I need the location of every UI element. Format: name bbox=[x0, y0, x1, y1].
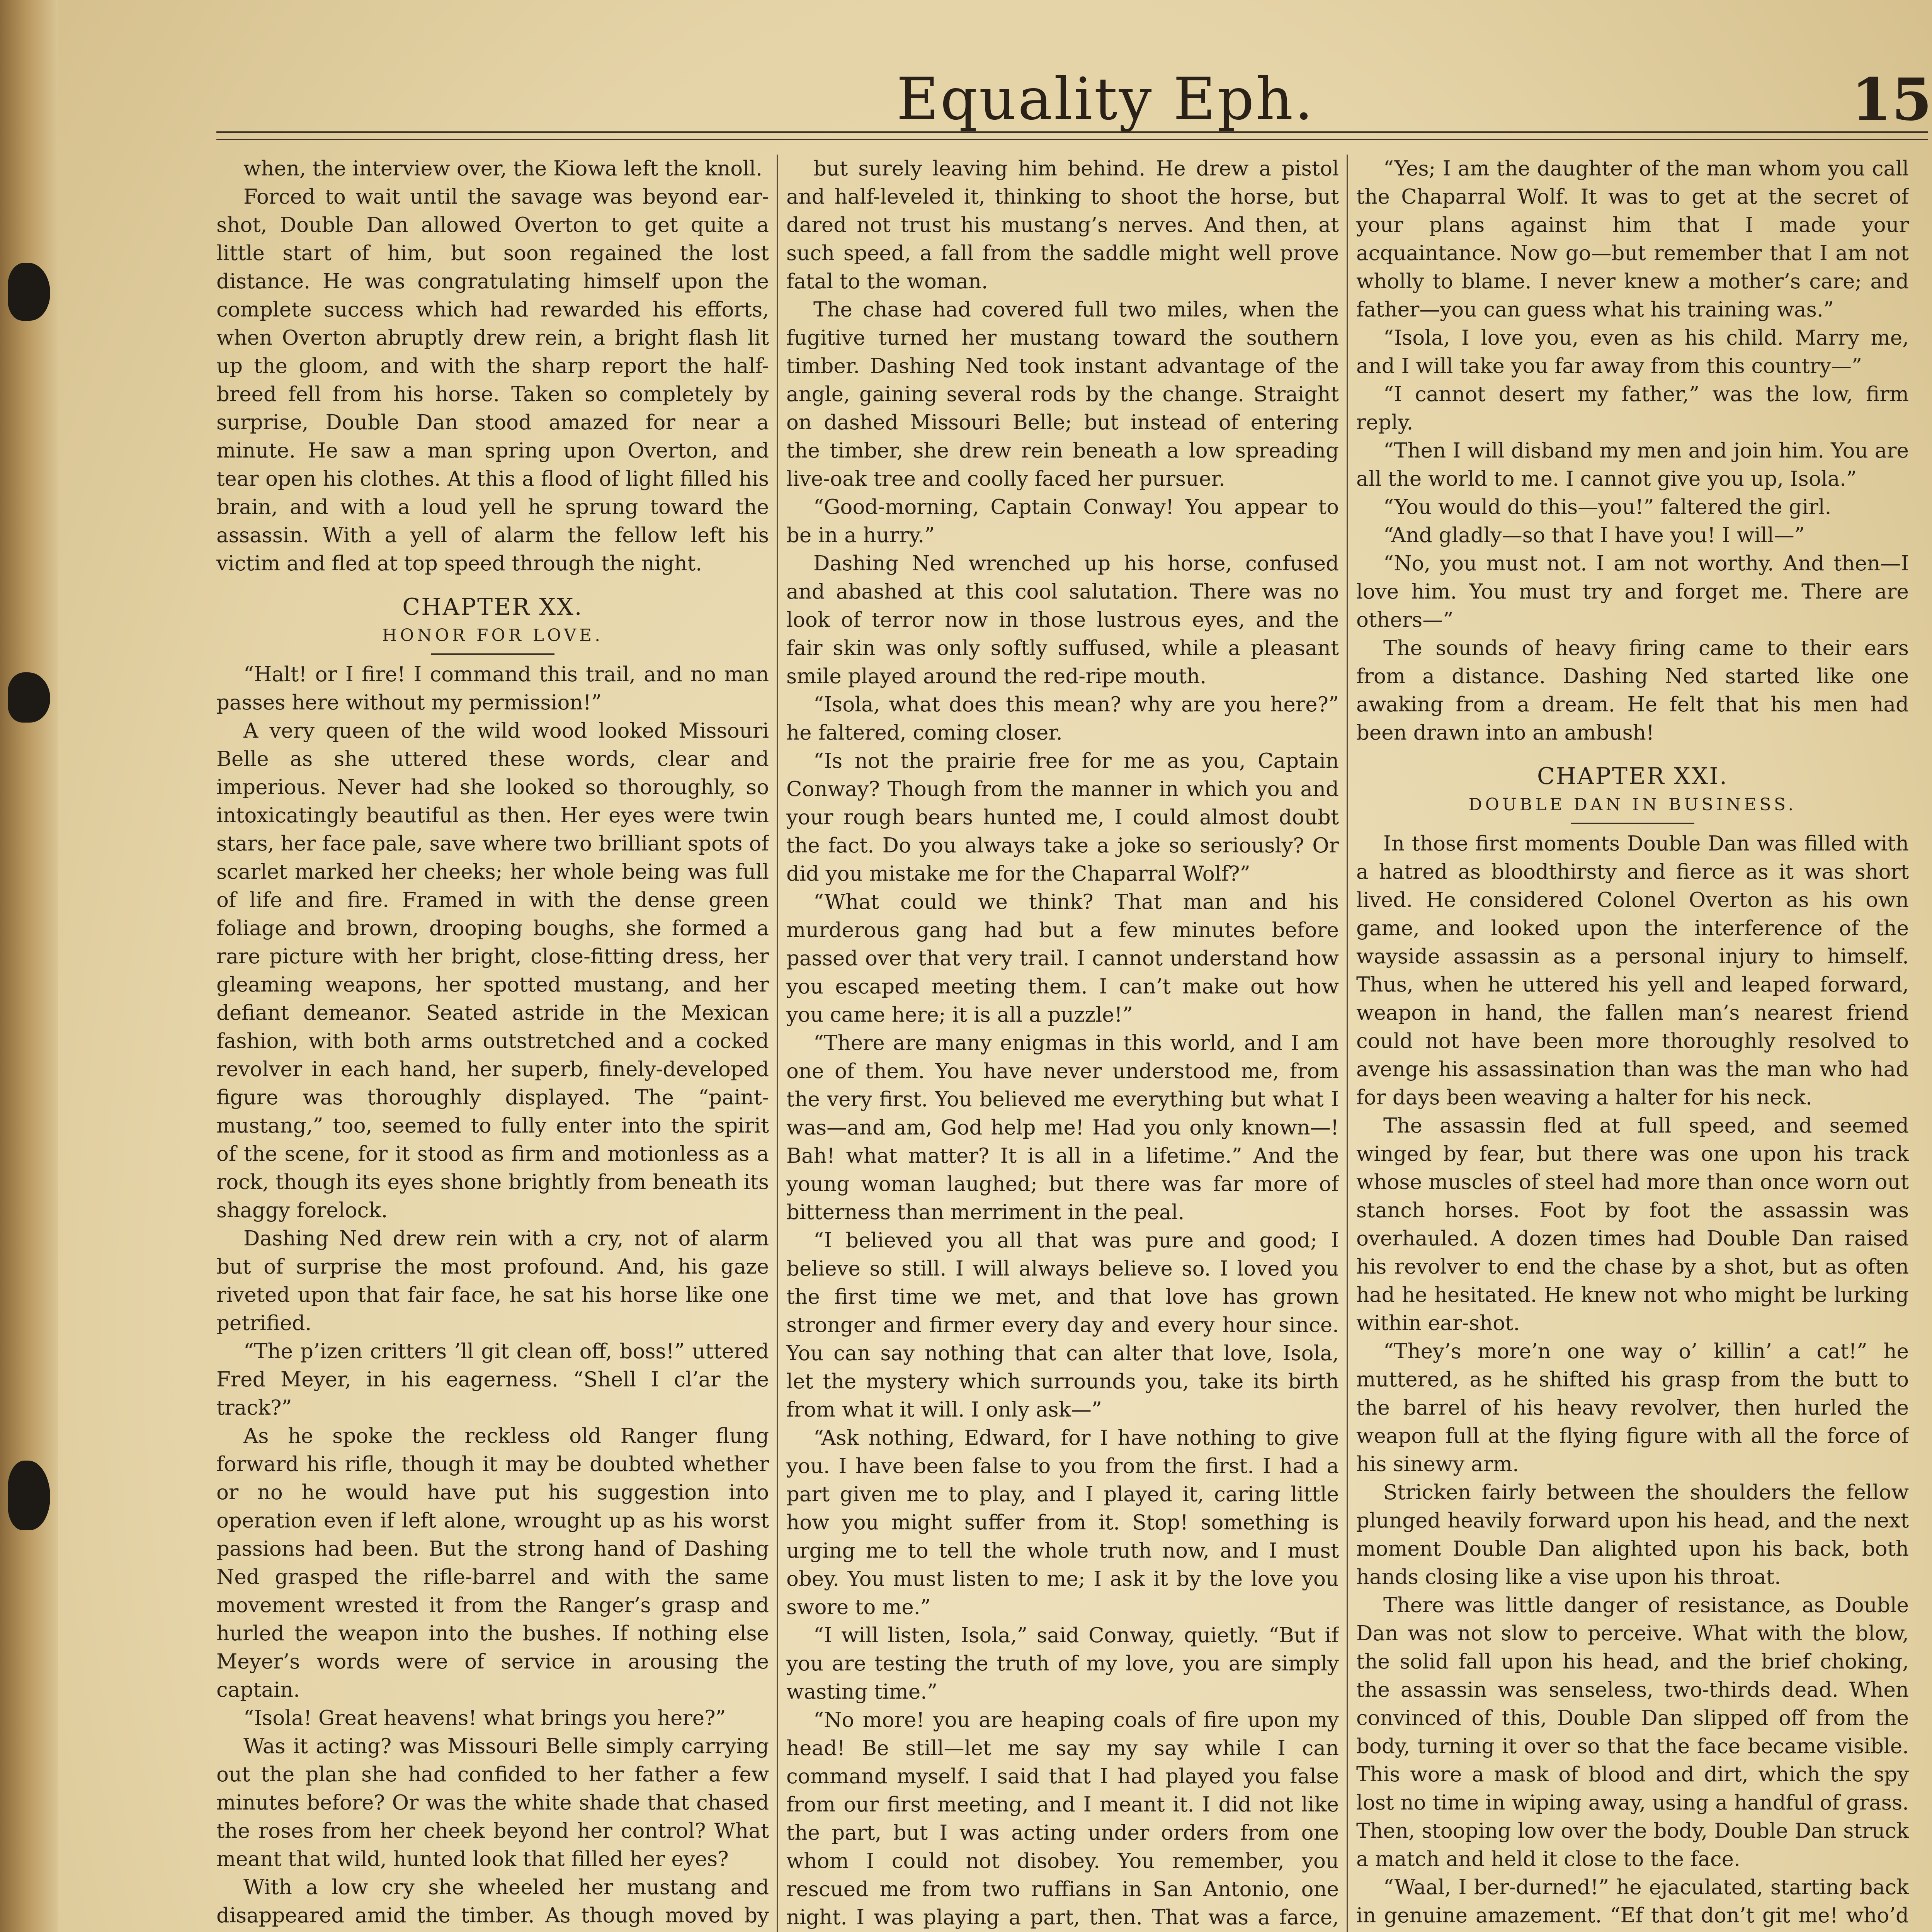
paragraph: In those first moments Double Dan was filled with a hatred as bloodthirsty and fierce as it was short lived. He considered Colonel Overton as his own game, and looked upon the interference of the wayside assassin as a personal injury to himself. Thus, when he uttered his yell and leaped forward, weapon in hand, the fallen man’s nearest friend could not have been more thoroughly resolved to avenge his assassination than was the man who had for days been weaving a halter for his neck. bbox=[1356, 832, 1909, 1109]
paragraph: “No, you must not. I am not worthy. And then—I love him. You must try and forget me. There are others—” bbox=[1356, 552, 1909, 632]
paragraph: “And gladly—so that I have you! I will—” bbox=[1383, 524, 1805, 547]
paragraph: “No more! you are heaping coals of fire upon my head! Be still—let me say my say while I can command myself. I said that I had played you false from our first meeting, and I meant it. I did not like the part, but I was acting under orders from one whom I could not disobey. You remember, you rescued me from two ruffians in San Antonio, one night. I was playing a part, then. That was a farce, bbox=[786, 1708, 1339, 1929]
paragraph: “You would do this—you!” faltered the girl. bbox=[1383, 495, 1832, 519]
text-column-3 bbox=[1356, 155, 1909, 1932]
paragraph: “I cannot desert my father,” was the low, firm reply. bbox=[1356, 383, 1909, 434]
paragraph: but surely leaving him behind. He drew a pistol and half-leveled it, thinking to shoot the horse, but dared not trust his mustang’s nerves. And then, at such speed, a fall from the saddle might well prove fatal to the woman. bbox=[786, 157, 1339, 293]
chapter-title: CHAPTER XX. bbox=[402, 594, 583, 621]
paragraph: “Is not the prairie free for me as you, Captain Conway? Though from the manner in which you and your rough bears hunted me, I could almost doubt the fact. Do you always take a joke so seriously? Or did you mistake me for the Chaparral Wolf?” bbox=[786, 749, 1339, 886]
column-divider bbox=[777, 155, 778, 1932]
paragraph: With a low cry she wheeled her mustang and disappeared amid the timber. As though moved by bbox=[216, 1876, 769, 1927]
chapter-subtitle: HONOR FOR LOVE. bbox=[382, 626, 604, 645]
column-divider bbox=[1347, 155, 1348, 1932]
paragraph: “Then I will disband my men and join him. You are all the world to me. I cannot give you up, Isola.” bbox=[1356, 439, 1909, 491]
paragraph: “Good-morning, Captain Conway! You appear to be in a hurry.” bbox=[786, 495, 1339, 547]
paragraph: Stricken fairly between the shoulders the fellow plunged heavily forward upon his head, and the next moment Double Dan alighted upon his back, both hands closing like a vise upon his throat. bbox=[1356, 1481, 1909, 1589]
paragraph: “Isola, I love you, even as his child. Marry me, and I will take you far away from this country—” bbox=[1356, 326, 1909, 378]
chapter-subtitle: DOUBLE DAN IN BUSINESS. bbox=[1468, 795, 1797, 815]
paragraph: Dashing Ned drew rein with a cry, not of alarm but of surprise the most profound. And, his gaze riveted upon that fair face, he sat his horse like one petrified. bbox=[216, 1227, 769, 1335]
paragraph: “Isola! Great heavens! what brings you here?” bbox=[243, 1706, 726, 1730]
paragraph: There was little danger of resistance, as Double Dan was not slow to perceive. What with the blow, the solid fall upon his head, and the brief choking, the assassin was senseless, two-thirds dead. When convinced of this, Double Dan slipped off from the body, turning it over so that the face became visible. This wore a mask of blood and dirt, which the spy lost no time in wiping away, using a handful of grass. Then, stooping low over the body, Double Dan struck a match and held it close to the face. bbox=[1356, 1594, 1909, 1871]
paragraph: Forced to wait until the savage was beyond ear-shot, Double Dan allowed Overton to get quite a little start of him, but soon regained the lost distance. He was congratulating himself upon the complete success which had rewarded his efforts, when Overton abruptly drew rein, a bright flash lit up the gloom, and with the sharp report the half-breed fell from his horse. Taken so completely by surprise, Double Dan stood amazed for near a minute. He saw a man spring upon Overton, and tear open his clothes. At this a flood of light filled his brain, and with a loud yell he sprung toward the assassin. With a yell of alarm the fellow left his victim and fled at top speed through the night. bbox=[216, 185, 769, 575]
paragraph: “Isola, what does this mean? why are you here?” he faltered, coming closer. bbox=[786, 693, 1339, 745]
running-title: Equality Eph. bbox=[896, 66, 1315, 133]
binding-tear bbox=[8, 1461, 50, 1530]
paragraph: A very queen of the wild wood looked Missouri Belle as she uttered these words, clear and imperious. Never had she looked so thoroughly, so intoxicatingly beautiful as then. Her eyes were twin stars, her face pale, save where two brilliant spots of scarlet marked her cheeks; her whole being was full of life and fire. Framed in with the dense green foliage and brown, drooping boughs, she formed a rare picture with her bright, close-fitting dress, her gleaming weapons, her spotted mustang, and her defiant demeanor. Seated astride in the Mexican fashion, with both arms outstretched and a cocked revolver in each hand, her superb, finely-developed figure was thoroughly displayed. The “paint-mustang,” too, seemed to fully enter into the spirit of the scene, for it stood as firm and motionless as a rock, though its eyes shone brightly from beneath its shaggy forelock. bbox=[216, 719, 769, 1222]
text-column-1 bbox=[216, 155, 769, 1932]
paragraph: “Yes; I am the daughter of the man whom you call the Chaparral Wolf. It was to get at the secret of your plans against him that I made your acquaintance. Now go—but remember that I am not wholly to blame. I never knew a mother’s care; and father—you can guess what his training was.” bbox=[1356, 157, 1909, 321]
paragraph: “What could we think? That man and his murderous gang had but a few minutes before passed over that very trail. I cannot understand how you escaped meeting them. I can’t make out how you came here; it is all a puzzle!” bbox=[786, 890, 1339, 1027]
paragraph: “Halt! or I fire! I command this trail, and no man passes here without my permission!” bbox=[216, 663, 769, 714]
paragraph: “They’s more’n one way o’ killin’ a cat!” he muttered, as he shifted his grasp from the butt to the barrel of his heavy revolver, then hurled the weapon full at the flying figure with all the force of his sinewy arm. bbox=[1356, 1340, 1909, 1476]
paragraph: The chase had covered full two miles, when the fugitive turned her mustang toward the southern timber. Dashing Ned took instant advantage of the angle, gaining several rods by the change. Straight on dashed Missouri Belle; but instead of entering the timber, she drew rein beneath a low spreading live-oak tree and coolly faced her pursuer. bbox=[786, 298, 1339, 491]
page-binding-edge bbox=[0, 0, 58, 1932]
running-header bbox=[216, 66, 1932, 139]
text-column-2 bbox=[786, 155, 1339, 1932]
paragraph: “The p’izen critters ’ll git clean off, boss!” uttered Fred Meyer, in his eagerness. “Shell I cl’ar the track?” bbox=[216, 1340, 769, 1420]
binding-tear bbox=[8, 263, 50, 321]
paragraph: when, the interview over, the Kiowa left the knoll. bbox=[243, 157, 762, 180]
paragraph: “I will listen, Isola,” said Conway, quietly. “But if you are testing the truth of my love, you are simply wasting time.” bbox=[786, 1624, 1339, 1704]
paragraph: Dashing Ned wrenched up his horse, confused and abashed at this cool salutation. There was no look of terror now in those lustrous eyes, and the fair skin was only softly suffused, while a pleasant smile played around the red-ripe mouth. bbox=[786, 552, 1339, 688]
header-rule bbox=[216, 131, 1928, 140]
paragraph: “I believed you all that was pure and good; I believe so still. I will always believe so. I loved you the first time we met, and that love has grown stronger and firmer every day and every hour since. You can say nothing that can alter that love, Isola, let the mystery which surrounds you, take its birth from what it will. I only ask—” bbox=[786, 1229, 1339, 1422]
paragraph: Was it acting? was Missouri Belle simply carrying out the plan she had confided to her father a few minutes before? Or was the white shade that chased the roses from her cheek beyond her control? What meant that wild, hunted look that filled her eyes? bbox=[216, 1735, 769, 1871]
chapter-title: CHAPTER XXI. bbox=[1537, 763, 1728, 790]
paragraph: “Waal, I ber-durned!” he ejaculated, starting back in genuine amazement. “Ef that don’t git me! who’d bbox=[1356, 1876, 1909, 1927]
chapter-rule bbox=[431, 653, 554, 655]
paragraph: “Ask nothing, Edward, for I have nothing to give you. I have been false to you from the first. I had a part given me to play, and I played it, caring little how you might suffer from it. Stop! something is urging me to tell the whole truth now, and I must obey. You must listen to me; I ask it by the love you swore to me.” bbox=[786, 1426, 1339, 1619]
paragraph: As he spoke the reckless old Ranger flung forward his rifle, though it may be doubted whether or no he would have put his suggestion into operation even if left alone, wrought up as his worst passions had been. But the strong hand of Dashing Ned grasped the rifle-barrel and with the same movement wrested it from the Ranger’s grasp and hurled the weapon into the bushes. If nothing else Meyer’s words were of service in arousing the captain. bbox=[216, 1424, 769, 1702]
page-number: 15 bbox=[1851, 66, 1932, 134]
paragraph: “There are many enigmas in this world, and I am one of them. You have never understood me, from the very first. You believed me everything but what I was—and am, God help me! Had you only known—! Bah! what matter? It is all in a lifetime.” And the young woman laughed; but there was far more of bitterness than merriment in the peal. bbox=[786, 1031, 1339, 1224]
paragraph: The assassin fled at full speed, and seemed winged by fear, but there was one upon his track whose muscles of steel had more than once worn out stanch horses. Foot by foot the assassin was overhauled. A dozen times had Double Dan raised his revolver to end the chase by a shot, but as often had he hesitated. He knew not who might be lurking within ear-shot. bbox=[1356, 1114, 1909, 1335]
paragraph: The sounds of heavy firing came to their ears from a distance. Dashing Ned started like one awaking from a dream. He felt that his men had been drawn into an ambush! bbox=[1356, 636, 1909, 745]
chapter-rule bbox=[1571, 823, 1694, 824]
binding-tear bbox=[8, 672, 50, 723]
